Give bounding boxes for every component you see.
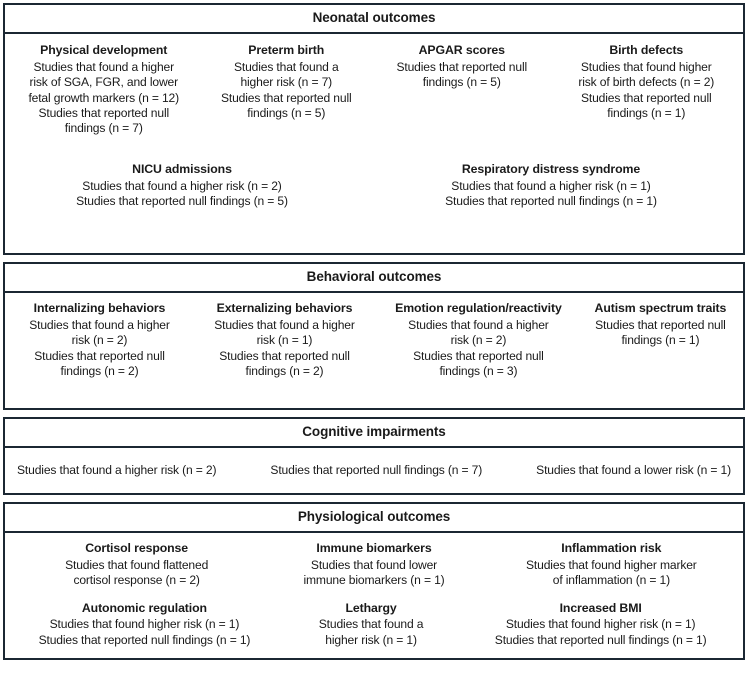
outcome-line: Studies that found a higher [408, 317, 549, 332]
outcome-line: findings (n = 7) [64, 121, 143, 136]
outcome-line: Studies that reported null [220, 90, 352, 105]
section-title-neonatal-outcomes: Neonatal outcomes [5, 5, 743, 34]
outcome-line: findings (n = 3) [439, 363, 518, 378]
outcome-title: Autonomic regulation [81, 600, 207, 615]
outcome-line: Studies that found a higher [29, 317, 170, 332]
outcome-cell-externalizing-behaviors [192, 301, 377, 380]
outcome-line: Studies that found flattened [65, 557, 209, 572]
section-cognitive-impairments [3, 417, 745, 495]
outcome-cell-preterm-birth [200, 43, 372, 122]
outcome-line: Studies that reported null [413, 348, 544, 363]
outcome-cell-internalizing-behaviors [7, 301, 192, 380]
outcome-title: Emotion regulation/reactivity [395, 300, 562, 315]
section-body-neonatal-outcomes [5, 34, 743, 253]
outcome-line: Studies that reported null [396, 59, 528, 74]
outcome-line: risk (n = 2) [71, 333, 128, 348]
section-behavioral-outcomes [3, 262, 745, 410]
outcome-line: risk (n = 1) [256, 333, 313, 348]
outcome-line: Studies that reported null findings (n = 1) [445, 194, 657, 209]
outcome-line: Studies that found lower [310, 557, 438, 572]
section-title-physiological-outcomes: Physiological outcomes [5, 504, 743, 533]
outcome-line: higher risk (n = 7) [240, 75, 333, 90]
outcome-title: APGAR scores [418, 42, 505, 57]
outcome-row [7, 541, 741, 589]
outcome-line: Studies that reported null [38, 105, 170, 120]
outcome-line: Studies that reported null findings (n = 5) [76, 194, 288, 209]
outcome-cell-increased-bmi [464, 601, 737, 649]
outcome-line: findings (n = 5) [422, 75, 501, 90]
outcome-title: Physical development [40, 42, 168, 57]
outcome-line: Studies that found a lower risk (n = 1) [536, 462, 731, 477]
outcome-cell-autism-spectrum-traits [580, 301, 741, 349]
outcome-line: Studies that reported null [34, 348, 165, 363]
outcome-line: Studies that found higher [580, 59, 712, 74]
section-physiological-outcomes [3, 502, 745, 660]
outcome-line: Studies that reported null findings (n = 1) [494, 632, 707, 647]
outcome-line: Studies that reported null [219, 348, 350, 363]
outcome-line: risk of birth defects (n = 2) [578, 75, 715, 90]
outcome-title: Immune biomarkers [316, 540, 432, 555]
outcome-title: Externalizing behaviors [216, 300, 353, 315]
outcome-cell-lethargy [278, 601, 464, 649]
outcome-line: Studies that found a higher risk (n = 2) [17, 462, 217, 477]
outcome-title: Respiratory distress syndrome [461, 161, 641, 176]
outcome-line: Studies that found a [233, 59, 339, 74]
section-neonatal-outcomes [3, 3, 745, 255]
outcome-line: Studies that found a higher [33, 59, 174, 74]
outcome-line: findings (n = 5) [247, 105, 326, 120]
outcome-line: risk (n = 2) [450, 333, 507, 348]
outcome-line: findings (n = 2) [245, 363, 324, 378]
outcome-title: Birth defects [609, 42, 684, 57]
outcome-row [7, 43, 741, 137]
section-body-cognitive-impairments [5, 448, 743, 493]
outcome-line: Studies that found higher risk (n = 1) [49, 617, 240, 632]
outcome-line: Studies that reported null findings (n = 7) [270, 462, 483, 477]
outcome-row [7, 601, 741, 649]
outcome-line: Studies that found higher marker [526, 557, 697, 572]
outcome-line: findings (n = 2) [60, 363, 139, 378]
outcome-line: Studies that reported null findings (n = 1) [38, 632, 251, 647]
outcome-line: higher risk (n = 1) [325, 632, 417, 647]
outcome-line: Studies that found higher risk (n = 1) [505, 617, 696, 632]
outcome-line: findings (n = 1) [621, 333, 700, 348]
outcome-title: Cortisol response [85, 540, 189, 555]
outcome-title: Preterm birth [248, 42, 325, 57]
outcome-line: Studies that found a [318, 617, 424, 632]
outcome-cell-emotion-regulation-reactivity [377, 301, 580, 380]
outcome-line: of inflammation (n = 1) [552, 573, 670, 588]
outcome-title: Increased BMI [559, 600, 642, 615]
outcome-line: immune biomarkers (n = 1) [303, 573, 445, 588]
outcome-cell-autonomic-regulation [11, 601, 278, 649]
outcome-cell-null-findings [268, 463, 484, 478]
section-title-cognitive-impairments: Cognitive impairments [5, 419, 743, 448]
outcome-cell-immune-biomarkers [260, 541, 487, 589]
outcome-line: Studies that found a higher risk (n = 2) [82, 178, 282, 193]
outcome-line: Studies that found a higher risk (n = 1) [451, 178, 651, 193]
section-title-behavioral-outcomes: Behavioral outcomes [5, 264, 743, 293]
outcome-cell-cortisol-response [13, 541, 260, 589]
outcome-line: Studies that found a higher [214, 317, 355, 332]
outcome-cell-nicu-admissions [17, 162, 347, 210]
outcome-line: findings (n = 1) [607, 105, 686, 120]
outcome-cell-inflammation-risk [488, 541, 735, 589]
outcome-line: cortisol response (n = 2) [73, 573, 200, 588]
section-body-physiological-outcomes [5, 533, 743, 658]
outcome-line: Studies that reported null [580, 90, 712, 105]
outcome-title: NICU admissions [132, 161, 232, 176]
outcome-row [7, 301, 741, 380]
outcome-line: fetal growth markers (n = 12) [28, 90, 180, 105]
outcome-cell-lower-risk [534, 463, 733, 478]
outcome-cell-physical-development [7, 43, 200, 137]
outcome-line: Studies that reported null [595, 317, 726, 332]
outcome-title: Autism spectrum traits [594, 300, 727, 315]
outcome-cell-respiratory-distress-syndrome [361, 162, 741, 210]
outcome-title: Inflammation risk [561, 540, 662, 555]
outcome-cell-apgar-scores [372, 43, 552, 91]
outcome-row [7, 463, 741, 478]
outcome-cell-higher-risk [15, 463, 218, 478]
section-body-behavioral-outcomes [5, 293, 743, 408]
outcome-cell-birth-defects [552, 43, 741, 122]
outcome-title: Internalizing behaviors [33, 300, 166, 315]
outcome-line: risk of SGA, FGR, and lower [29, 75, 178, 90]
outcome-row [7, 162, 741, 210]
outcome-title: Lethargy [345, 600, 397, 615]
